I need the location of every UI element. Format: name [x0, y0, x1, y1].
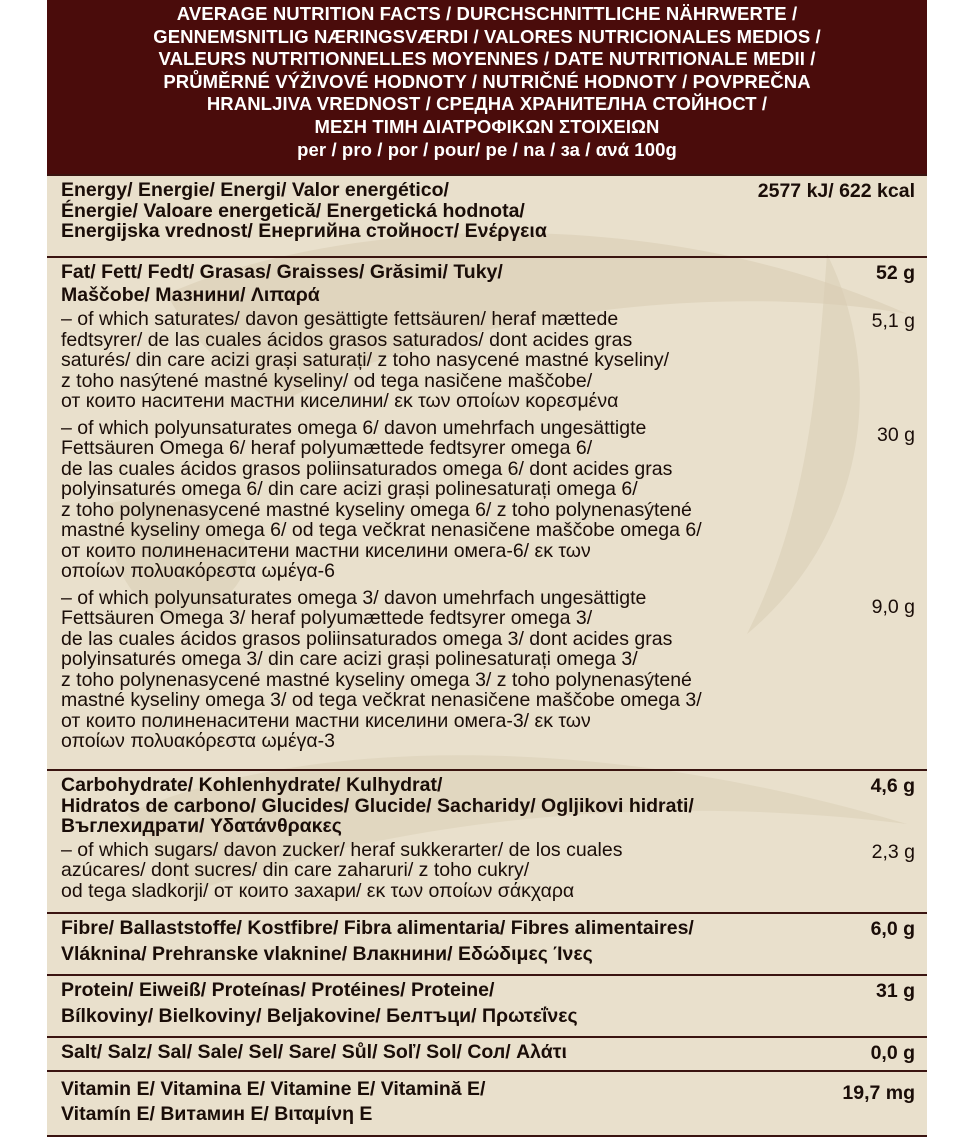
- omega3-label-line: – of which polyunsaturates omega 3/ davon umehrfach ungesättigte: [61, 586, 647, 609]
- carbohydrate-label-line: Hidratos de carbono/ Glucides/ Glucide/ Sacharidy/ Ogljikovi hidrati/: [61, 794, 694, 817]
- fat-value: 52 g: [875, 262, 915, 284]
- omega6-label-line: mastné kyseliny omega 6/ od tega večkrat nenasičene maščobe omega 6/: [61, 519, 702, 541]
- omega3-label-line: Fettsäuren Omega 3/ heraf polyumættede fedtsyrer omega 3/: [61, 607, 593, 629]
- saturates-block: [61, 309, 801, 412]
- protein-value: 31 g: [875, 980, 915, 1002]
- salt-value: 0,0 g: [870, 1042, 915, 1064]
- omega3-label-line: z toho polynenasycené mastné kyseliny omega 3/ z toho polynenasýtené: [61, 668, 692, 691]
- header-line: ΜΕΣΗ ΤΙΜΗ ΔΙΑΤΡΟΦΙΚΩΝ ΣΤΟΙΧΕΙΩΝ: [314, 115, 660, 137]
- fibre-label-line: Fibre/ Ballaststoffe/ Kostfibre/ Fibra alimentaria/ Fibres alimentaires/: [61, 917, 694, 939]
- sugars-value: 2,3 g: [871, 841, 915, 863]
- vitamin-e-label-line: Vitamín E/ Витамин E/ Βιταμίνη Ε: [61, 1102, 373, 1125]
- sugars-block: [61, 840, 801, 902]
- omega6-label-line: от които полиненаситени мастни киселини омега-6/ εκ των: [61, 539, 591, 562]
- saturates-label-line: z toho nasýtené mastné kyseliny/ od tega nasičene maščobe/: [61, 369, 593, 392]
- omega6-label-line: de las cuales ácidos grasos poliinsaturados omega 6/ dont acides gras: [61, 457, 673, 480]
- fat-label-line: Fat/ Fett/ Fedt/ Grasas/ Graisses/ Grăsimi/ Tuky/: [61, 261, 503, 283]
- salt-label-line: Salt/ Salz/ Sal/ Sale/ Sel/ Sare/ Sůl/ Soľ/ Sol/ Сол/ Αλάτι: [61, 1041, 567, 1063]
- carbohydrate-label-line: Carbohydrate/ Kohlenhydrate/ Kulhydrat/: [61, 774, 443, 796]
- omega3-block: [61, 588, 801, 752]
- sugars-label-line: od tega sladkorji/ от които захари/ εκ των οποίων σάκχαρα: [61, 879, 575, 902]
- header-line: AVERAGE NUTRITION FACTS / DURCHSCHNITTLICHE NÄHRWERTE /: [176, 3, 798, 24]
- omega6-label-line: Fettsäuren Omega 6/ heraf polyumættede fedtsyrer omega 6/: [61, 437, 593, 459]
- omega3-label-line: от които полиненаситени мастни киселини омега-3/ εκ των: [61, 709, 591, 732]
- protein-label-line: Protein/ Eiweiß/ Proteínas/ Protéines/ Proteine/: [61, 979, 495, 1001]
- saturates-label-line: fedtsyrer/ de las cuales ácidos grasos saturados/ dont acides gras: [61, 328, 633, 351]
- omega3-label-line: οποίων πολυακόρεστα ωμέγα-3: [61, 730, 335, 752]
- fibre-label-line: Vláknina/ Prehranske vlaknine/ Влакнини/ Εδώδιμες Ίνες: [61, 942, 593, 965]
- sugars-label-line: azúcares/ dont sucres/ din care zaharuri/ z toho cukry/: [61, 859, 530, 881]
- fibre-value: 6,0 g: [870, 918, 915, 940]
- fat-row: [47, 256, 927, 769]
- omega6-block: [61, 418, 801, 582]
- saturates-label-line: от които наситени мастни киселини/ εκ των οποίων κορεσμένα: [61, 390, 619, 412]
- energy-row: [47, 174, 927, 256]
- sugars-label-line: – of which sugars/ davon zucker/ heraf sukkerarter/ de los cuales: [61, 838, 623, 861]
- nutrition-label: [47, 0, 927, 1137]
- omega6-value: 30 g: [877, 424, 915, 446]
- energy-label-line: Energijska vrednost/ Енергийна стойност/ Ενέργεια: [61, 220, 547, 242]
- saturates-value: 5,1 g: [871, 310, 915, 332]
- salt-row: [47, 1036, 927, 1070]
- header-line: HRANLJIVA VREDNOST / СРЕДНА ХРАНИТЕЛНА СТОЙНОСТ /: [206, 93, 768, 115]
- label-header: [47, 0, 927, 174]
- header-line: GENNEMSNITLIG NÆRINGSVÆRDI / VALORES NUTRICIONALES MEDIOS /: [153, 25, 821, 47]
- omega6-label-line: οποίων πολυακόρεστα ωμέγα-6: [61, 560, 335, 582]
- energy-label-line: Énergie/ Valoare energetică/ Energetická hodnota/: [61, 199, 525, 222]
- protein-label-line: Bílkoviny/ Bielkoviny/ Beljakovine/ Белтъци/ Πρωτεΐνες: [61, 1004, 578, 1027]
- fibre-row: [47, 912, 927, 974]
- omega6-label-line: – of which polyunsaturates omega 6/ davon umehrfach ungesättigte: [61, 416, 647, 439]
- omega6-label-line: polyinsaturés omega 6/ din care acizi grași polinesaturați omega 6/: [61, 478, 638, 500]
- energy-value: 2577 kJ/ 622 kcal: [757, 180, 915, 202]
- omega3-label-line: mastné kyseliny omega 3/ od tega večkrat nenasičene maščobe omega 3/: [61, 689, 702, 711]
- energy-label-line: Energy/ Energie/ Energi/ Valor energético/: [61, 179, 449, 201]
- saturates-label-line: – of which saturates/ davon gesättigte fettsäuren/ heraf mættede: [61, 308, 619, 330]
- carbohydrate-row: [47, 769, 927, 912]
- vitamin-e-label-line: Vitamin E/ Vitamina E/ Vitamine E/ Vitamină E/: [61, 1078, 486, 1100]
- carbohydrate-value: 4,6 g: [870, 775, 915, 797]
- omega3-label-line: de las cuales ácidos grasos poliinsaturados omega 3/ dont acides gras: [61, 627, 673, 650]
- saturates-label-line: saturés/ din care acizi grași saturați/ z toho nasycené mastné kyseliny/: [61, 349, 670, 371]
- vitamin-e-row: [47, 1070, 927, 1137]
- header-line: VALEURS NUTRITIONNELLES MOYENNES / DATE NUTRITIONALE MEDII /: [158, 48, 816, 70]
- header-line: per / pro / por / pour/ pe / na / за / ανά 100g: [297, 138, 677, 160]
- omega3-label-line: polyinsaturés omega 3/ din care acizi grași polinesaturați omega 3/: [61, 648, 638, 670]
- carbohydrate-label-line: Въглехидрати/ Υδατάνθρακες: [61, 815, 342, 837]
- header-line: PRŮMĚRNÉ VÝŽIVOVÉ HODNOTY / NUTRIČNÉ HODNOTY / POVPREČNA: [163, 70, 811, 92]
- omega3-value: 9,0 g: [871, 596, 915, 618]
- omega6-label-line: z toho polynenasycené mastné kyseliny omega 6/ z toho polynenasýtené: [61, 498, 692, 521]
- protein-row: [47, 974, 927, 1036]
- vitamin-e-value: 19,7 mg: [842, 1082, 915, 1104]
- fat-label-line: Maščobe/ Мазнини/ Λιπαρά: [61, 283, 320, 306]
